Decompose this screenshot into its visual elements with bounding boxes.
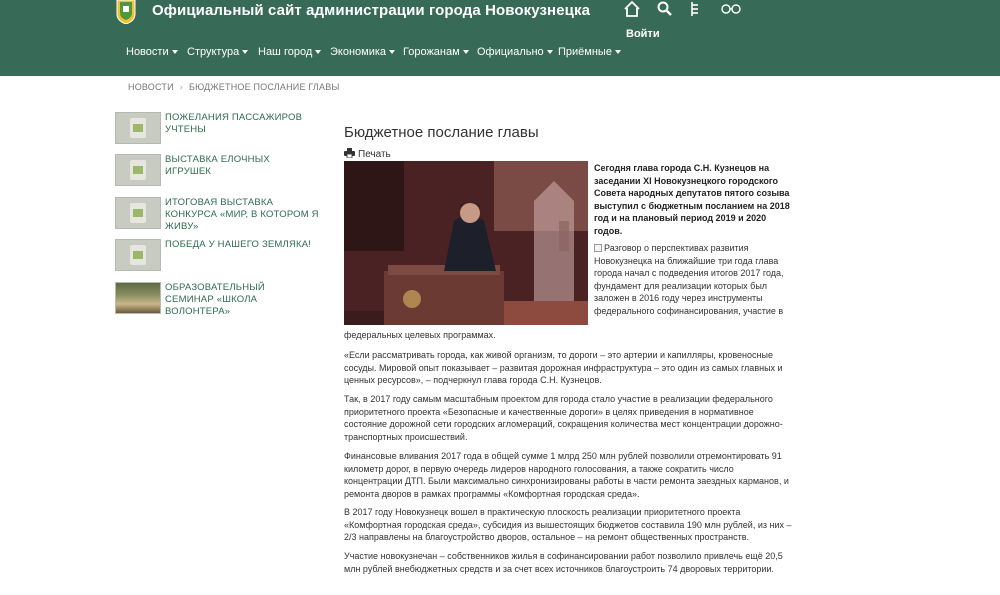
chevron-down-icon [463, 50, 469, 54]
breadcrumb-link-news[interactable]: НОВОСТИ [128, 82, 174, 92]
sidebar-news-item[interactable] [115, 197, 325, 232]
news-thumbnail[interactable] [115, 112, 161, 144]
sidebar-news-item[interactable] [115, 239, 325, 271]
login-link[interactable]: Войти [626, 28, 660, 40]
sidebar-news-link[interactable]: ПОЖЕЛАНИЯ ПАССАЖИРОВ УЧТЕНЫ [165, 112, 303, 135]
article-title: Бюджетное послание главы [344, 124, 539, 141]
broken-image-icon [594, 244, 602, 252]
breadcrumb [128, 82, 340, 92]
news-photo-thumbnail[interactable] [115, 282, 161, 314]
article-photo [344, 161, 588, 325]
city-emblem-logo[interactable] [116, 0, 136, 24]
sidebar-news-link[interactable]: ОБРАЗОВАТЕЛЬНЫЙ СЕМИНАР «ШКОЛА ВОЛОНТЕРА» [165, 282, 265, 317]
nav-item-receptions[interactable]: Приёмные [558, 46, 621, 58]
nav-item-economy[interactable]: Экономика [330, 46, 395, 58]
nav-item-our-city[interactable]: Наш город [258, 46, 321, 58]
sitemap-icon[interactable] [686, 0, 704, 18]
printer-icon [344, 148, 355, 158]
image-alt-text: Разговор о перспективах развития [604, 243, 749, 253]
chevron-down-icon [389, 50, 395, 54]
paragraph-1-tail: федеральных целевых программах. [344, 330, 496, 340]
nav-item-citizens[interactable]: Горожанам [403, 46, 469, 58]
nav-item-official[interactable]: Официально [477, 46, 553, 58]
paragraph-3: Так, в 2017 году самым масштабным проектом для города стало участие в реализации федерального приоритетного проекта «Безопасные и качественные дороги» в целях приведения в нормативное состояние дорожной сети городских агломераций, сокращения количества мест концентрации дорожно-транспортных происшествий. [344, 394, 783, 442]
chevron-down-icon [315, 50, 321, 54]
article-inline-text [594, 242, 794, 317]
home-icon[interactable] [623, 0, 641, 18]
search-icon[interactable] [656, 0, 674, 18]
news-thumbnail[interactable] [115, 154, 161, 186]
paragraph-1-side: Новокузнецка на ближайшие три года глава города начал с подведения итогов 2017 года, фундамент для реализации которых был заложен в 2016 году через инструменты федерального софинансирования, участие в [594, 255, 784, 316]
chevron-down-icon [615, 50, 621, 54]
chevron-down-icon [172, 50, 178, 54]
nav-item-structure[interactable]: Структура [187, 46, 248, 58]
paragraph-6: Участие новокузнечан – собственников жилья в софинансировании работ позволило привлечь ещё 20,5 млн рублей внебюджетных средств и за счет всех источников благоустроить 74 дворовых территории. [344, 551, 783, 574]
news-thumbnail[interactable] [115, 197, 161, 229]
sidebar-news-item[interactable] [115, 112, 325, 144]
site-header [0, 0, 1000, 76]
paragraph-5: В 2017 году Новокузнецк вошел в практическую плоскость реализации приоритетного проекта «Комфортная городская среда», субсидия из вышестоящих бюджетов составила 190 млн рублей, из них – 2/3 направлены на благоустройство дворов, остальное – на ремонт общественных пространств. [344, 507, 792, 543]
sidebar-news-link[interactable]: ВЫСТАВКА ЕЛОЧНЫХ ИГРУШЕК [165, 154, 270, 177]
glasses-icon[interactable] [720, 0, 742, 18]
chevron-down-icon [547, 50, 553, 54]
print-link[interactable]: Печать [344, 148, 391, 160]
paragraph-2: «Если рассматривать города, как живой организм, то дороги – это артерии и капилляры, кровеносные сосуды. Мировой опыт показывает – развитая дорожная инфраструктура – это один из самых главных и ценных ресурсов», – подчеркнул глава города С.Н. Кузнецов. [344, 350, 783, 386]
sidebar-news-item[interactable] [115, 154, 325, 186]
paragraph-4: Финансовые вливания 2017 года в общей сумме 1 млрд 250 млн рублей позволили отремонтировать 91 километр дорог, в первую очередь лидеров народного голосования, а также сократить число концентрации ДТП. Были максимально синхронизированы работы в части ремонта заездных карманов, и ремонта дворов в рамках программы «Комфортная городская среда». [344, 451, 789, 499]
chevron-right-icon: › [179, 82, 183, 92]
sidebar-news-item[interactable] [115, 282, 325, 317]
chevron-down-icon [242, 50, 248, 54]
nav-item-news[interactable]: Новости [126, 46, 178, 58]
sidebar-news-link[interactable]: ПОБЕДА У НАШЕГО ЗЕМЛЯКА! [165, 239, 312, 250]
sidebar-news-link[interactable]: ИТОГОВАЯ ВЫСТАВКА КОНКУРСА «МИР, В КОТОРОМ Я ЖИВУ» [165, 197, 319, 232]
news-thumbnail[interactable] [115, 239, 161, 271]
breadcrumb-current: БЮДЖЕТНОЕ ПОСЛАНИЕ ГЛАВЫ [188, 82, 340, 92]
article-lead: Сегодня глава города С.Н. Кузнецов на заседании XI Новокузнецкого городского Совета народных депутатов пятого созыва выступил с бюджетным посланием на 2018 год и на плановый период 2019 и 2020 годов. [594, 163, 790, 236]
site-title[interactable]: Официальный сайт администрации города Новокузнецка [152, 2, 591, 19]
